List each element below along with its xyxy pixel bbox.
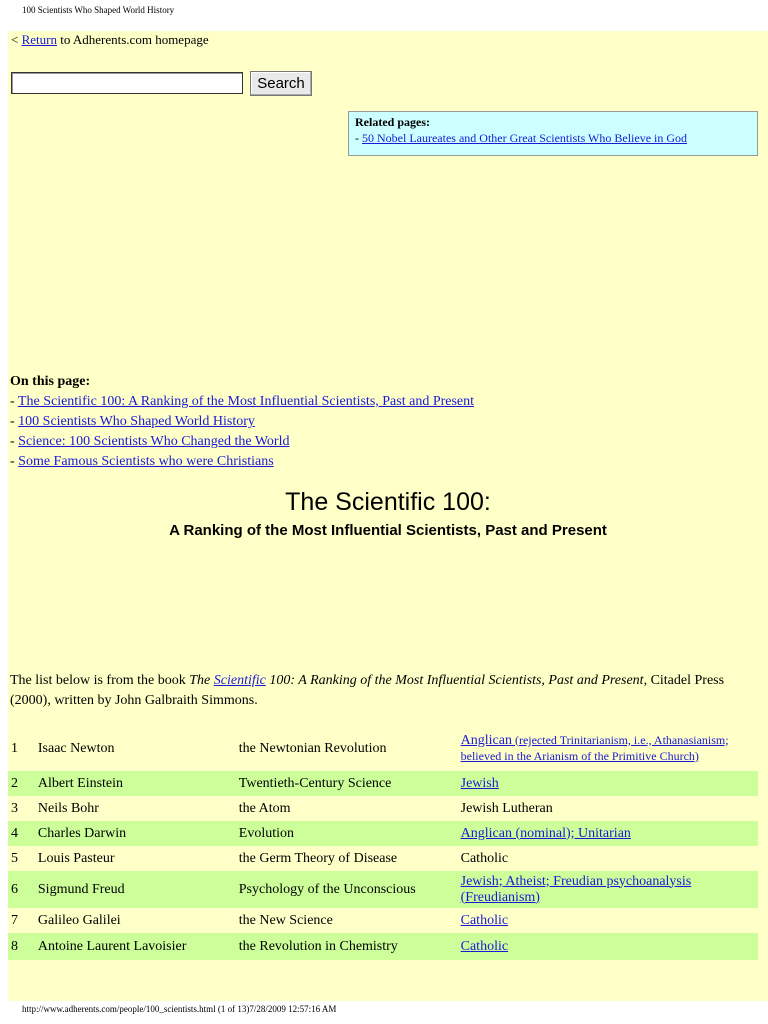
search-button[interactable]: Search (250, 71, 312, 96)
related-link-nobel-laureates[interactable]: 50 Nobel Laureates and Other Great Scientists Who Believe in God (362, 131, 688, 145)
contribution-cell: Evolution (238, 825, 294, 841)
toc-link-100-scientists[interactable]: 100 Scientists Who Shaped World History (18, 414, 255, 429)
intro-before: The list below is from the book (10, 673, 190, 688)
toc-item: - 100 Scientists Who Shaped World History (10, 414, 255, 429)
religion-text: Catholic (460, 850, 509, 866)
section-title: The Scientific 100: (285, 488, 491, 516)
page-content (8, 31, 768, 1001)
table-row (8, 871, 758, 908)
rank-cell: 2 (11, 775, 18, 791)
toc-item: - Science: 100 Scientists Who Changed the World (10, 434, 290, 449)
rank-cell: 6 (11, 881, 18, 897)
scientist-ranking-table (8, 726, 758, 960)
rank-cell: 4 (11, 825, 18, 841)
rank-cell: 1 (11, 740, 18, 756)
religion-link[interactable] (461, 913, 508, 928)
religion-text: Anglican (460, 732, 512, 748)
intro-paragraph (10, 671, 760, 711)
return-prefix: < (11, 32, 22, 47)
religion-text: Catholic (460, 938, 509, 954)
book-title-the: The (189, 673, 214, 688)
religion-text: Catholic (460, 912, 509, 928)
on-this-page-title: On this page: (10, 374, 91, 389)
related-dash: - (355, 131, 362, 145)
religion-cell (458, 796, 758, 821)
table-row (8, 846, 758, 871)
religion-cell (458, 846, 758, 871)
contribution-cell: the Germ Theory of Disease (238, 850, 398, 866)
religion-text: Jewish; Atheist; Freudian psychoanalysis (Freudianism) (460, 873, 692, 905)
contribution-cell: the New Science (238, 912, 333, 928)
book-title (189, 673, 643, 688)
table-row (8, 821, 758, 846)
print-footer: http://www.adherents.com/people/100_scientists.html (1 of 13)7/28/2009 12:57:16 AM (22, 1004, 337, 1014)
table-row (8, 933, 758, 960)
religion-cell (458, 726, 758, 771)
intro-after: , Citadel Press (2000), written by John Galbraith Simmons. (10, 673, 725, 708)
religion-cell (458, 821, 758, 846)
scientist-name-cell: Albert Einstein (37, 775, 124, 791)
table-row (8, 726, 758, 771)
return-link[interactable]: Return (21, 32, 57, 47)
religion-text: Anglican (nominal); Unitarian (460, 825, 631, 841)
book-title-rest: 100: A Ranking of the Most Influential Scientists, Past and Present (265, 673, 644, 688)
religion-link[interactable] (461, 776, 499, 791)
scientist-name-cell: Isaac Newton (37, 740, 115, 756)
scientist-name-cell: Charles Darwin (37, 825, 127, 841)
rank-cell: 8 (11, 938, 18, 954)
print-header: 100 Scientists Who Shaped World History (22, 5, 175, 15)
scientist-name-cell: Sigmund Freud (37, 881, 125, 897)
contribution-cell: Twentieth-Century Science (238, 775, 392, 791)
contribution-cell: Psychology of the Unconscious (238, 881, 416, 897)
book-link-scientific[interactable]: Scientific (213, 673, 266, 688)
religion-link[interactable] (461, 874, 692, 905)
religion-link[interactable] (461, 826, 631, 841)
toc-item: - The Scientific 100: A Ranking of the Most Influential Scientists, Past and Present (10, 394, 475, 409)
religion-text: Jewish (460, 775, 499, 791)
scientist-name-cell: Antoine Laurent Lavoisier (37, 938, 187, 954)
scientist-name-cell: Louis Pasteur (37, 850, 115, 866)
scientist-name-cell: Neils Bohr (37, 800, 99, 816)
religion-note: (rejected Trinitarianism, i.e., Athanasianism; believed in the Arianism of the Primitive Church) (460, 732, 729, 763)
rank-cell: 5 (11, 850, 18, 866)
contribution-cell: the Atom (238, 800, 291, 816)
religion-text: Jewish Lutheran (460, 800, 553, 816)
table-row (8, 796, 758, 821)
religion-link[interactable] (461, 939, 508, 954)
rank-cell: 3 (11, 800, 18, 816)
religion-cell (458, 908, 758, 933)
related-pages-box (348, 111, 758, 156)
return-nav (11, 32, 209, 48)
scientist-name-cell: Galileo Galilei (37, 912, 121, 928)
religion-link[interactable] (461, 733, 729, 764)
religion-cell (458, 933, 758, 960)
contribution-cell: the Revolution in Chemistry (238, 938, 398, 954)
toc-link-famous-christians[interactable]: Some Famous Scientists who were Christians (18, 454, 274, 469)
toc-item: - Some Famous Scientists who were Christians (10, 454, 274, 469)
religion-cell (458, 771, 758, 796)
related-item (355, 130, 751, 146)
return-suffix: to Adherents.com homepage (56, 32, 209, 47)
on-this-page (10, 372, 474, 472)
contribution-cell: the Newtonian Revolution (238, 740, 387, 756)
toc-link-scientific-100[interactable]: The Scientific 100: A Ranking of the Most Influential Scientists, Past and Present (17, 394, 475, 409)
table-row (8, 771, 758, 796)
related-pages-title: Related pages: (355, 115, 430, 129)
religion-cell (458, 871, 758, 908)
search-input[interactable] (11, 72, 243, 94)
section-subtitle: A Ranking of the Most Influential Scientists, Past and Present (169, 522, 607, 539)
toc-link-science-100[interactable]: Science: 100 Scientists Who Changed the World (18, 434, 290, 449)
rank-cell: 7 (11, 912, 18, 928)
table-row (8, 908, 758, 933)
